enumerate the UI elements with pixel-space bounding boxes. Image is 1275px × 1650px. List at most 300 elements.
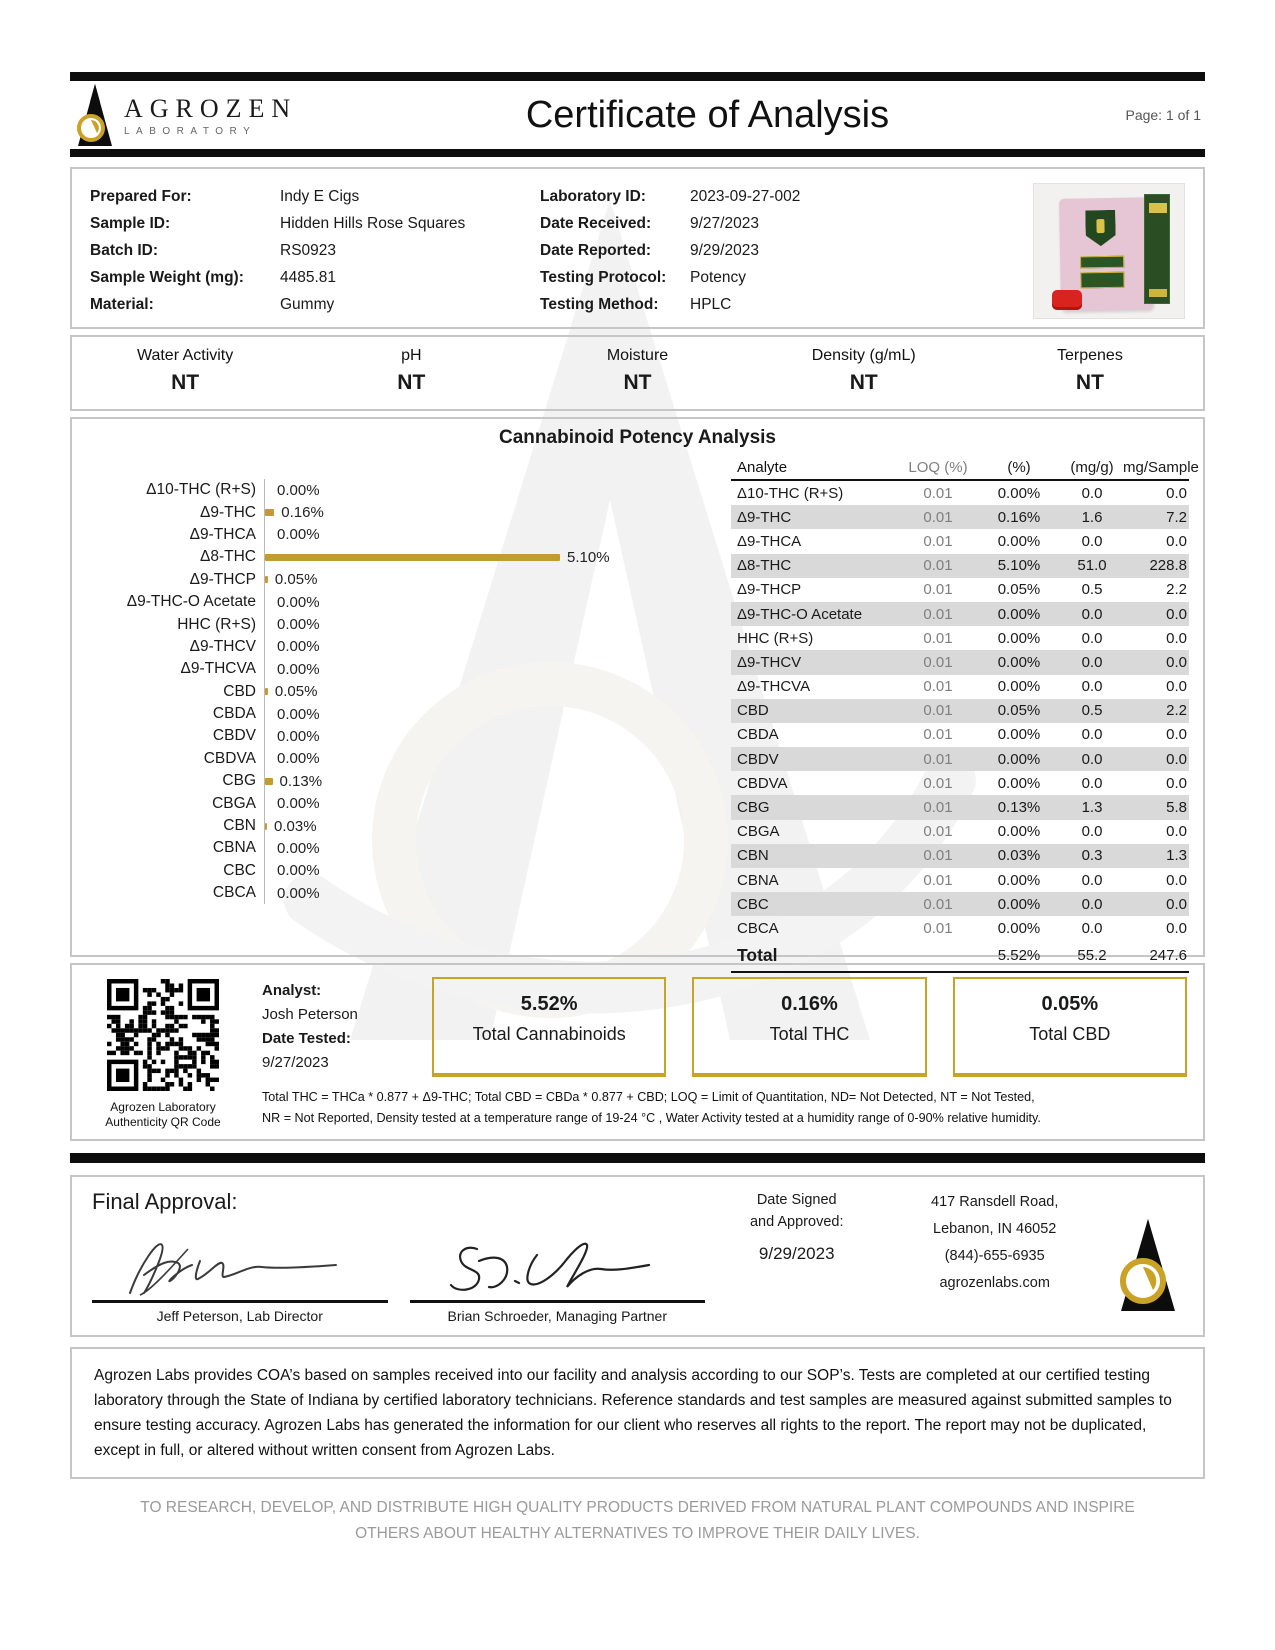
table-row (731, 578, 1189, 602)
table-cell: 0.0 (1081, 919, 1103, 937)
summary-value: 5.52% (520, 993, 578, 1015)
table-cell: 0.0 (1166, 750, 1187, 768)
results-summary-panel (70, 963, 1205, 1141)
chart-category-label: Δ9-THC-O Acetate (126, 593, 256, 611)
chart-track (264, 815, 666, 837)
field-label: Date Reported: (540, 242, 652, 259)
table-cell: 0.01 (923, 895, 953, 913)
table-cell: 0.0 (1081, 532, 1103, 550)
chart-row (86, 725, 666, 747)
table-cell: 0.01 (923, 919, 953, 937)
qr-caption-line2: Authenticity QR Code (105, 1115, 221, 1129)
table-cell: Δ9-THCVA (737, 678, 811, 696)
sample-info-row (90, 291, 540, 318)
table-cell: 0.00% (997, 919, 1041, 937)
table-cell: 0.0 (1081, 629, 1103, 647)
table-cell: 0.00% (997, 653, 1041, 671)
table-row (731, 892, 1189, 916)
chart-track (264, 546, 666, 568)
chart-value-label: 0.00% (277, 616, 320, 634)
field-value: 2023-09-27-002 (690, 188, 801, 205)
table-cell: 1.6 (1081, 508, 1103, 526)
table-row (731, 626, 1189, 650)
chart-category-label: CBCA (212, 884, 256, 902)
signature-block-lab-director (92, 1235, 388, 1324)
table-row (731, 868, 1189, 892)
chart-row (86, 837, 666, 859)
table-header-cell: LOQ (%) (908, 458, 968, 476)
sample-info-row (540, 264, 1033, 291)
table-cell: 0.0 (1166, 605, 1187, 623)
table-cell: 0.0 (1166, 653, 1187, 671)
chart-row (86, 815, 666, 837)
agrozen-logo (74, 84, 334, 146)
table-total-row (731, 941, 1189, 973)
chart-category-label: Δ9-THCP (189, 570, 256, 588)
table-cell: 0.01 (923, 774, 953, 792)
table-cell: Δ9-THC (737, 508, 792, 526)
qr-caption-line1: Agrozen Laboratory (110, 1100, 216, 1114)
table-row (731, 505, 1189, 529)
chart-category-label: CBGA (212, 794, 256, 812)
sample-info-row (90, 264, 540, 291)
chart-track (264, 725, 666, 747)
chart-track (264, 613, 666, 635)
table-cell: CBCA (737, 919, 779, 937)
gummy-sample (1052, 290, 1082, 310)
analyst-block (262, 977, 432, 1077)
table-cell: 0.00% (997, 895, 1041, 913)
brand-name: AGROZEN (124, 93, 298, 123)
table-cell: CBNA (737, 871, 779, 889)
table-cell: 0.0 (1166, 484, 1187, 502)
chart-row (86, 636, 666, 658)
chart-track (264, 792, 666, 814)
table-cell: Δ10-THC (R+S) (737, 484, 844, 502)
signature-line (92, 1300, 388, 1303)
table-cell: Δ9-THCP (737, 581, 802, 599)
field-label: Testing Method: (540, 296, 659, 313)
chart-value-label: 0.13% (279, 772, 323, 790)
table-cell: 0.0 (1166, 726, 1187, 744)
chart-bar (265, 778, 273, 785)
field-value: HPLC (690, 296, 732, 313)
chart-category-label: CBG (222, 772, 256, 790)
chart-category-label: CBDVA (203, 749, 256, 767)
chart-row (86, 681, 666, 703)
chart-value-label: 0.03% (274, 817, 317, 835)
table-cell: Δ9-THC-O Acetate (737, 605, 863, 623)
field-value: Gummy (280, 296, 335, 313)
date-tested-label: Date Tested: (262, 1030, 351, 1047)
chart-track (264, 703, 666, 725)
screening-test-value: NT (1075, 371, 1104, 394)
total-label: Total (737, 945, 778, 966)
field-value: RS0923 (280, 242, 337, 259)
table-cell: CBDV (737, 750, 779, 768)
table-cell: 228.8 (1149, 557, 1187, 575)
table-cell: 0.0 (1166, 532, 1187, 550)
table-cell: 7.2 (1166, 508, 1187, 526)
summary-value: 0.05% (1041, 993, 1099, 1015)
table-cell: CBD (737, 702, 769, 720)
table-cell: 0.0 (1166, 629, 1187, 647)
table-cell: 51.0 (1077, 557, 1107, 575)
chart-track (264, 591, 666, 613)
screening-test-label: Density (g/mL) (811, 347, 916, 364)
table-cell: 0.00% (997, 774, 1041, 792)
approval-divider-rule (70, 1153, 1205, 1163)
table-cell: 0.16% (997, 508, 1041, 526)
table-row (731, 844, 1189, 868)
chart-value-label: 0.05% (274, 683, 318, 701)
chart-row (86, 546, 666, 568)
table-row (731, 771, 1189, 795)
sample-info-row (540, 291, 1033, 318)
field-value: Potency (690, 269, 747, 286)
table-cell: 0.0 (1166, 678, 1187, 696)
table-cell: 0.01 (923, 508, 953, 526)
sample-info-row (540, 210, 1033, 237)
table-cell: 0.01 (923, 702, 953, 720)
table-cell: 0.00% (997, 629, 1041, 647)
table-cell: 0.01 (923, 605, 953, 623)
chart-category-label: HHC (R+S) (177, 615, 256, 633)
agrozen-logo-icon (74, 84, 116, 146)
analyst-label: Analyst: (262, 982, 322, 999)
sample-info-row (540, 183, 1033, 210)
chart-row (86, 703, 666, 725)
table-row (731, 481, 1189, 505)
table-row (731, 723, 1189, 747)
table-cell: HHC (R+S) (737, 629, 814, 647)
table-header-cell: (%) (1007, 458, 1031, 476)
table-cell: 0.0 (1081, 605, 1103, 623)
chart-track (264, 860, 666, 882)
field-label: Laboratory ID: (540, 188, 646, 205)
potency-analysis-panel (70, 417, 1205, 966)
date-signed-value: 9/29/2023 (758, 1244, 835, 1263)
table-header-row (731, 455, 1199, 481)
chart-value-label: 0.00% (277, 705, 320, 723)
chart-row (86, 479, 666, 501)
screening-test (977, 347, 1203, 401)
potency-bar-chart (86, 453, 666, 973)
chart-value-label: 0.00% (277, 862, 320, 880)
address-line: agrozenlabs.com (939, 1275, 1050, 1291)
chart-value-label: 0.00% (277, 750, 320, 768)
screening-test (298, 347, 524, 401)
table-cell: 0.01 (923, 847, 953, 865)
chart-track (264, 479, 666, 501)
table-cell: Δ9-THCA (737, 532, 802, 550)
table-cell: 0.00% (997, 823, 1041, 841)
chart-category-label: Δ9-THC (200, 503, 256, 521)
date-signed-label-line2: and Approved: (749, 1214, 844, 1230)
field-label: Prepared For: (90, 188, 192, 205)
chart-value-label: 5.10% (567, 548, 610, 566)
table-cell: 0.0 (1081, 678, 1103, 696)
table-cell: 2.2 (1166, 581, 1187, 599)
summary-box (953, 977, 1187, 1077)
table-cell: 0.0 (1081, 484, 1103, 502)
chart-category-label: CBC (223, 861, 256, 879)
disclaimer-text: Agrozen Labs provides COA’s based on samples received into our facility and analysis according to our SOP’s. Tests are completed at our certified testing laboratory through the State of Indiana by certified laboratory technicians. Reference standards and test samples are measured against submitted samples to ensure testing accuracy. Agrozen Labs has generated the information for our client who reserves all rights to the report. The report may not be duplicated, except in full, or altered without written consent from Agrozen Labs. (94, 1367, 1172, 1459)
table-row (731, 916, 1189, 940)
field-value: Indy E Cigs (280, 188, 360, 205)
chart-category-label: Δ10-THC (R+S) (146, 481, 256, 499)
table-cell: 0.00% (997, 750, 1041, 768)
address-line: Lebanon, IN 46052 (933, 1221, 1057, 1237)
table-cell: 0.5 (1081, 581, 1103, 599)
screening-test-label: Terpenes (1057, 347, 1123, 364)
field-value: 9/29/2023 (690, 242, 759, 259)
table-cell: 0.01 (923, 726, 953, 744)
table-cell: 0.01 (923, 678, 953, 696)
chart-row (86, 569, 666, 591)
chart-track (264, 569, 666, 591)
screening-test-value: NT (397, 371, 426, 394)
chart-bar (265, 688, 268, 695)
date-signed-block (727, 1189, 866, 1265)
screening-test-label: pH (401, 347, 422, 364)
address-line: 417 Ransdell Road, (931, 1194, 1059, 1210)
table-cell: 0.0 (1081, 653, 1103, 671)
table-cell: Δ8-THC (737, 557, 792, 575)
sample-info-row (540, 237, 1033, 264)
date-signed-label-line1: Date Signed (756, 1192, 837, 1208)
agrozen-footer-logo (1113, 1217, 1183, 1318)
chart-value-label: 0.00% (277, 481, 320, 499)
table-cell: 0.05% (997, 581, 1041, 599)
summary-label: Total CBD (1029, 1024, 1111, 1044)
chart-track (264, 658, 666, 680)
date-tested-value: 9/27/2023 (262, 1054, 329, 1071)
table-cell: 0.01 (923, 871, 953, 889)
signature-managing-partner (417, 1235, 697, 1299)
chart-row (86, 591, 666, 613)
table-row (731, 675, 1189, 699)
table-cell: CBGA (737, 823, 780, 841)
summary-label: Total THC (769, 1024, 850, 1044)
final-approval-panel (70, 1175, 1205, 1337)
table-cell: 0.03% (997, 847, 1041, 865)
table-cell: 0.5 (1081, 702, 1103, 720)
chart-category-label: CBN (223, 817, 256, 835)
header-top-rule (70, 72, 1205, 81)
table-cell: 0.0 (1081, 774, 1103, 792)
chart-category-label: CBDA (212, 705, 256, 723)
table-cell: 5.8 (1166, 799, 1187, 817)
table-row (731, 554, 1189, 578)
table-header-cell: Analyte (737, 458, 788, 476)
table-cell: 0.0 (1166, 823, 1187, 841)
chart-value-label: 0.00% (277, 839, 320, 857)
chart-value-label: 0.00% (277, 884, 320, 902)
screening-test-value: NT (849, 371, 878, 394)
table-cell: 0.13% (997, 799, 1041, 817)
table-cell: CBG (737, 799, 770, 817)
field-label: Date Received: (540, 215, 652, 232)
table-row (731, 747, 1189, 771)
chart-value-label: 0.00% (277, 638, 320, 656)
table-cell: 0.05% (997, 702, 1041, 720)
footnotes (262, 1087, 1187, 1129)
chart-value-label: 0.00% (277, 727, 320, 745)
screening-test-value: NT (171, 371, 200, 394)
address-line: (844)-655-6935 (944, 1248, 1045, 1264)
chart-value-label: 0.16% (281, 504, 324, 522)
page-title: Certificate of Analysis (525, 93, 890, 136)
screening-test (524, 347, 750, 401)
screening-test (751, 347, 977, 401)
table-cell: 5.10% (997, 557, 1041, 575)
field-label: Sample Weight (mg): (90, 269, 244, 286)
table-cell: 0.01 (923, 653, 953, 671)
sample-info-right (540, 183, 1033, 317)
chart-category-label: CBD (223, 682, 256, 700)
section-title: Cannabinoid Potency Analysis (499, 427, 776, 448)
table-row (731, 820, 1189, 844)
signature-line (410, 1300, 706, 1303)
signature-lab-director (100, 1235, 380, 1299)
screening-test-value: NT (623, 371, 652, 394)
package-label-panel (1144, 194, 1170, 304)
chart-category-label: Δ9-THCA (189, 525, 256, 543)
chart-bar (265, 823, 267, 830)
table-cell: 0.00% (997, 678, 1041, 696)
lab-director-name: Jeff Peterson, Lab Director (156, 1308, 323, 1324)
lab-address-block (906, 1189, 1083, 1297)
chart-value-label: 0.00% (277, 795, 320, 813)
table-row (731, 650, 1189, 674)
table-cell: CBN (737, 847, 769, 865)
chart-row (86, 613, 666, 635)
chart-value-label: 0.00% (277, 593, 320, 611)
analyst-name: Josh Peterson (262, 1006, 358, 1023)
table-cell: 1.3 (1166, 847, 1187, 865)
total-percent: 5.52% (997, 947, 1041, 965)
table-cell: 0.0 (1081, 726, 1103, 744)
sample-info-left (90, 183, 540, 317)
table-cell: 0.00% (997, 484, 1041, 502)
summary-value: 0.16% (781, 993, 838, 1015)
chart-category-label: Δ9-THCV (189, 637, 256, 655)
table-cell: CBDA (737, 726, 779, 744)
table-cell: 0.01 (923, 750, 953, 768)
table-cell: 0.01 (923, 823, 953, 841)
chart-row (86, 792, 666, 814)
table-cell: 0.00% (997, 532, 1041, 550)
table-cell: 0.0 (1081, 823, 1103, 841)
footnote-line: Total THC = THCa * 0.877 + Δ9-THC; Total CBD = CBDa * 0.877 + CBD; LOQ = Limit of Quantitation, ND= Not Detected, NT = Not Tested, (262, 1090, 1035, 1104)
chart-track (264, 681, 666, 703)
chart-bar (265, 509, 274, 516)
chart-track (264, 837, 666, 859)
disclaimer-panel (70, 1347, 1205, 1479)
table-cell: 0.0 (1081, 895, 1103, 913)
field-value: 9/27/2023 (690, 215, 759, 232)
table-cell: CBDVA (737, 774, 788, 792)
sample-info-panel (70, 167, 1205, 329)
chart-value-label: 0.05% (274, 571, 318, 589)
table-cell: 0.0 (1166, 895, 1187, 913)
table-cell: 0.00% (997, 605, 1041, 623)
chart-bar (265, 554, 560, 561)
chart-value-label: 0.00% (277, 660, 320, 678)
chart-category-label: Δ9-THCVA (180, 660, 256, 678)
chart-track (264, 748, 666, 770)
table-row (731, 602, 1189, 626)
chart-bar (265, 576, 268, 583)
chart-row (86, 860, 666, 882)
chart-row (86, 770, 666, 792)
total-mgg: 55.2 (1077, 947, 1107, 965)
table-cell: 0.01 (923, 581, 953, 599)
signature-block-managing-partner (410, 1235, 706, 1324)
table-row (731, 795, 1189, 819)
chart-row (86, 748, 666, 770)
chart-track (264, 882, 666, 904)
table-cell: 0.0 (1166, 919, 1187, 937)
brand-shield-icon (1085, 210, 1116, 247)
table-cell: 0.01 (923, 532, 953, 550)
chart-track (264, 524, 666, 546)
sample-info-row (90, 183, 540, 210)
screening-tests-panel (70, 335, 1205, 411)
table-row (731, 699, 1189, 723)
footnote-line: NR = Not Reported, Density tested at a temperature range of 19-24 °C , Water Activity tested at a humidity range of 0-90% relative humidity. (262, 1111, 1041, 1125)
chart-category-label: CBNA (212, 839, 256, 857)
chart-row (86, 524, 666, 546)
table-cell: 0.01 (923, 557, 953, 575)
summary-label: Total Cannabinoids (472, 1024, 626, 1044)
table-cell: 2.2 (1166, 702, 1187, 720)
product-photo (1033, 183, 1185, 319)
table-header-cell: mg/Sample (1123, 458, 1199, 476)
page-number: Page: 1 of 1 (1125, 107, 1201, 123)
screening-test (72, 347, 298, 401)
table-row (731, 529, 1189, 553)
brand-subtitle: LABORATORY (124, 125, 257, 137)
table-cell: 0.0 (1166, 871, 1187, 889)
chart-row (86, 882, 666, 904)
screening-test-label: Moisture (606, 347, 669, 364)
table-cell: Δ9-THCV (737, 653, 802, 671)
chart-track (264, 501, 666, 523)
table-header-cell: (mg/g) (1070, 458, 1114, 476)
qr-code (107, 979, 219, 1091)
table-cell: 0.01 (923, 799, 953, 817)
mission-statement: TO RESEARCH, DEVELOP, AND DISTRIBUTE HIGH QUALITY PRODUCTS DERIVED FROM NATURAL PLANT COMPOUNDS AND INSPIRE OTHERS ABOUT HEALTHY ALTERNATIVES TO IMPROVE THEIR DAILY LIVES. (140, 1499, 1135, 1542)
total-mgsample: 247.6 (1149, 947, 1187, 965)
table-cell: 0.01 (923, 484, 953, 502)
chart-category-label: Δ8-THC (200, 548, 256, 566)
summary-boxes (432, 977, 1187, 1077)
final-approval-title: Final Approval: (92, 1189, 238, 1214)
managing-partner-name: Brian Schroeder, Managing Partner (447, 1308, 667, 1324)
header-bottom-rule (70, 149, 1205, 157)
sample-info-row (90, 210, 540, 237)
table-cell: 0.0 (1081, 750, 1103, 768)
table-cell: 0.00% (997, 726, 1041, 744)
field-label: Batch ID: (90, 242, 159, 259)
chart-category-label: CBDV (212, 727, 256, 745)
screening-test-label: Water Activity (136, 347, 234, 364)
table-cell: CBC (737, 895, 769, 913)
report-header (70, 81, 1205, 149)
table-cell: 1.3 (1081, 799, 1103, 817)
